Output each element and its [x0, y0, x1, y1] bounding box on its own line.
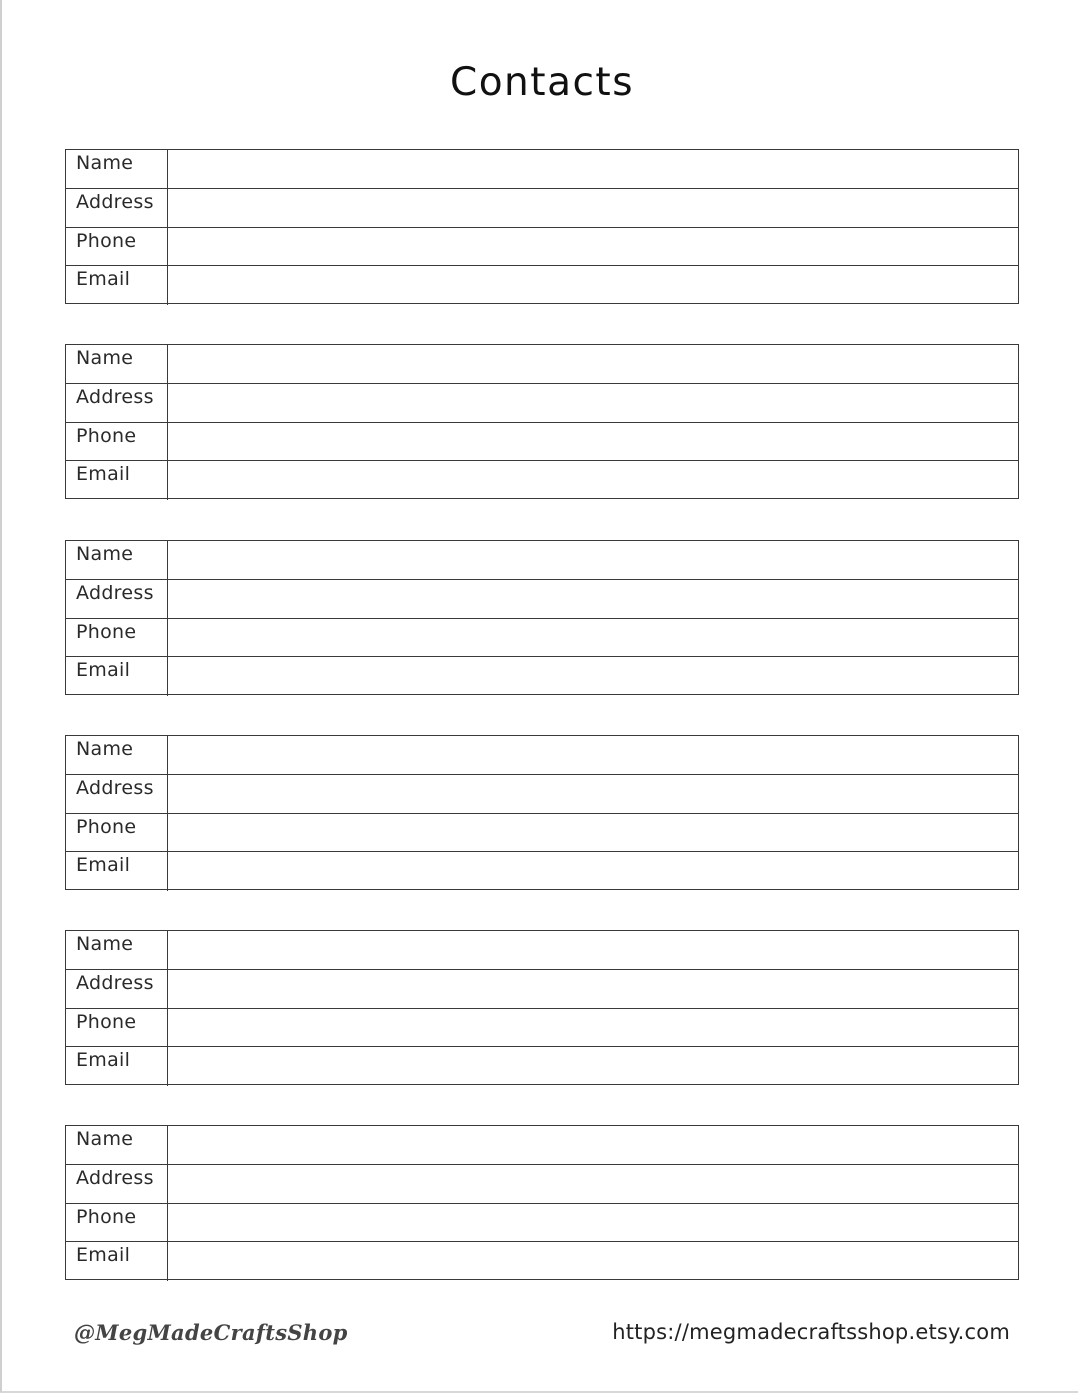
field-label-address: Address: [66, 580, 168, 618]
email-field[interactable]: [168, 852, 1018, 891]
name-field[interactable]: [168, 931, 1018, 969]
field-label-phone: Phone: [66, 1204, 168, 1242]
contact-row-email: [66, 657, 1018, 696]
field-label-phone: Phone: [66, 423, 168, 461]
name-field[interactable]: [168, 150, 1018, 188]
contact-row-phone: [66, 1204, 1018, 1243]
field-label-name: Name: [66, 736, 168, 774]
contact-row-email: [66, 1047, 1018, 1086]
contact-row-phone: [66, 228, 1018, 267]
contact-row-address: [66, 580, 1018, 619]
address-field[interactable]: [168, 970, 1018, 1008]
page-title: Contacts: [449, 60, 635, 105]
field-label-name: Name: [66, 931, 168, 969]
contact-row-phone: [66, 1009, 1018, 1048]
phone-field[interactable]: [168, 619, 1018, 657]
field-label-email: Email: [66, 461, 168, 500]
contact-card: [65, 149, 1019, 304]
contact-row-name: [66, 345, 1018, 384]
shop-url: https://megmadecraftsshop.etsy.com: [612, 1320, 1010, 1344]
address-field[interactable]: [168, 580, 1018, 618]
contact-row-email: [66, 1242, 1018, 1281]
email-field[interactable]: [168, 266, 1018, 305]
field-label-phone: Phone: [66, 1009, 168, 1047]
contact-row-name: [66, 931, 1018, 970]
contact-row-name: [66, 150, 1018, 189]
contact-row-email: [66, 266, 1018, 305]
contact-row-address: [66, 970, 1018, 1009]
field-label-name: Name: [66, 345, 168, 383]
contact-row-email: [66, 461, 1018, 500]
field-label-email: Email: [66, 1047, 168, 1086]
phone-field[interactable]: [168, 228, 1018, 266]
contact-card: [65, 344, 1019, 499]
name-field[interactable]: [168, 541, 1018, 579]
contact-card: [65, 1125, 1019, 1280]
email-field[interactable]: [168, 1047, 1018, 1086]
address-field[interactable]: [168, 384, 1018, 422]
phone-field[interactable]: [168, 1204, 1018, 1242]
email-field[interactable]: [168, 461, 1018, 500]
name-field[interactable]: [168, 1126, 1018, 1164]
contact-card: [65, 930, 1019, 1085]
contact-row-name: [66, 541, 1018, 580]
field-label-address: Address: [66, 775, 168, 813]
contact-row-phone: [66, 619, 1018, 658]
field-label-name: Name: [66, 150, 168, 188]
field-label-address: Address: [66, 970, 168, 1008]
field-label-email: Email: [66, 1242, 168, 1281]
contact-row-email: [66, 852, 1018, 891]
field-label-address: Address: [66, 1165, 168, 1203]
shop-handle: @MegMadeCraftsShop: [74, 1320, 348, 1345]
field-label-address: Address: [66, 384, 168, 422]
contact-row-name: [66, 736, 1018, 775]
contact-card: [65, 735, 1019, 890]
name-field[interactable]: [168, 345, 1018, 383]
field-label-email: Email: [66, 266, 168, 305]
contact-card: [65, 540, 1019, 695]
phone-field[interactable]: [168, 1009, 1018, 1047]
address-field[interactable]: [168, 1165, 1018, 1203]
contact-row-address: [66, 384, 1018, 423]
contact-row-address: [66, 1165, 1018, 1204]
field-label-name: Name: [66, 1126, 168, 1164]
contact-row-phone: [66, 814, 1018, 853]
field-label-email: Email: [66, 852, 168, 891]
field-label-phone: Phone: [66, 228, 168, 266]
address-field[interactable]: [168, 189, 1018, 227]
field-label-phone: Phone: [66, 814, 168, 852]
field-label-email: Email: [66, 657, 168, 696]
field-label-name: Name: [66, 541, 168, 579]
name-field[interactable]: [168, 736, 1018, 774]
field-label-phone: Phone: [66, 619, 168, 657]
contact-row-name: [66, 1126, 1018, 1165]
contact-row-address: [66, 189, 1018, 228]
contact-row-phone: [66, 423, 1018, 462]
contact-row-address: [66, 775, 1018, 814]
phone-field[interactable]: [168, 814, 1018, 852]
email-field[interactable]: [168, 1242, 1018, 1281]
email-field[interactable]: [168, 657, 1018, 696]
phone-field[interactable]: [168, 423, 1018, 461]
address-field[interactable]: [168, 775, 1018, 813]
field-label-address: Address: [66, 189, 168, 227]
